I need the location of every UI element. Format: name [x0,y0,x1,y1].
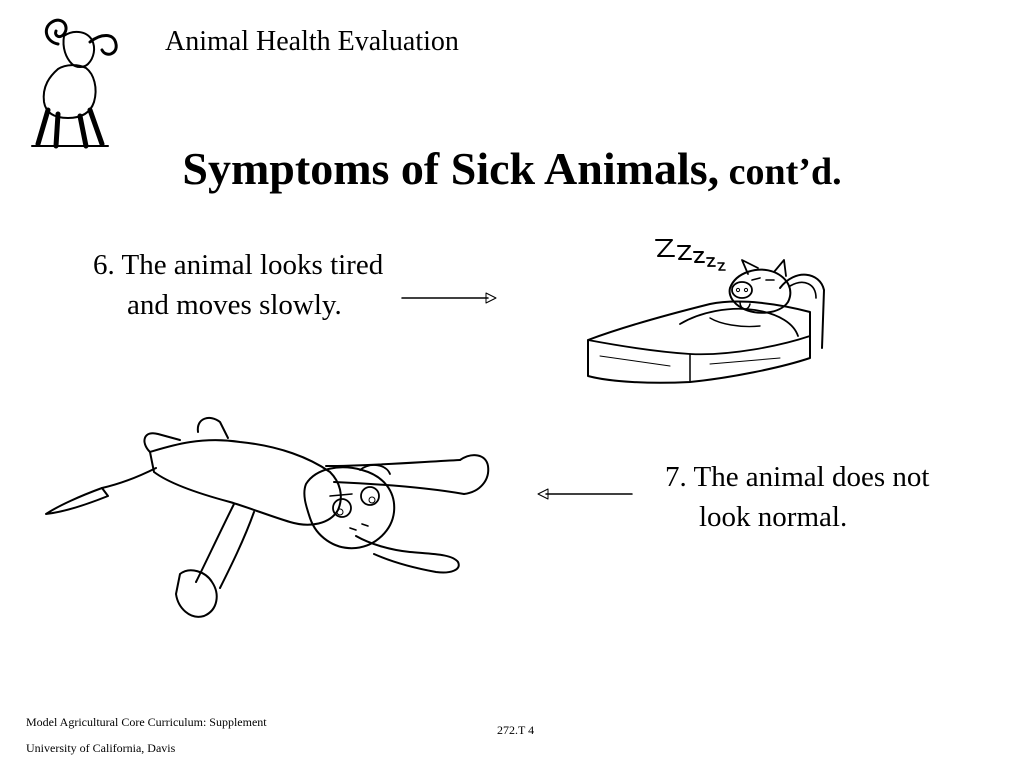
symptom-7-line2: look normal. [699,501,848,533]
ram-logo-icon [28,14,128,149]
symptom-item-6 [93,245,383,325]
slide-title [0,142,1024,195]
slide-title-main: Symptoms of Sick Animals, [182,143,720,194]
footer-slide-code: 272.T 4 [497,723,535,737]
symptom-7-line1: 7. The animal does not [665,461,930,493]
arrow-left-icon [534,486,634,502]
symptom-item-7 [665,457,929,537]
footer-university: University of California, Davis [26,741,176,755]
header-title: Animal Health Evaluation [165,26,459,57]
footer-curriculum: Model Agricultural Core Curriculum: Supplement [26,715,267,729]
symptom-6-line2: and moves slowly. [127,289,342,321]
arrow-right-icon [400,290,500,306]
sick-cow-illustration [40,412,500,622]
sleeping-pig-illustration [580,228,830,388]
symptom-6-line1: 6. The animal looks tired [93,249,384,281]
slide-title-suffix: cont’d. [719,151,842,193]
